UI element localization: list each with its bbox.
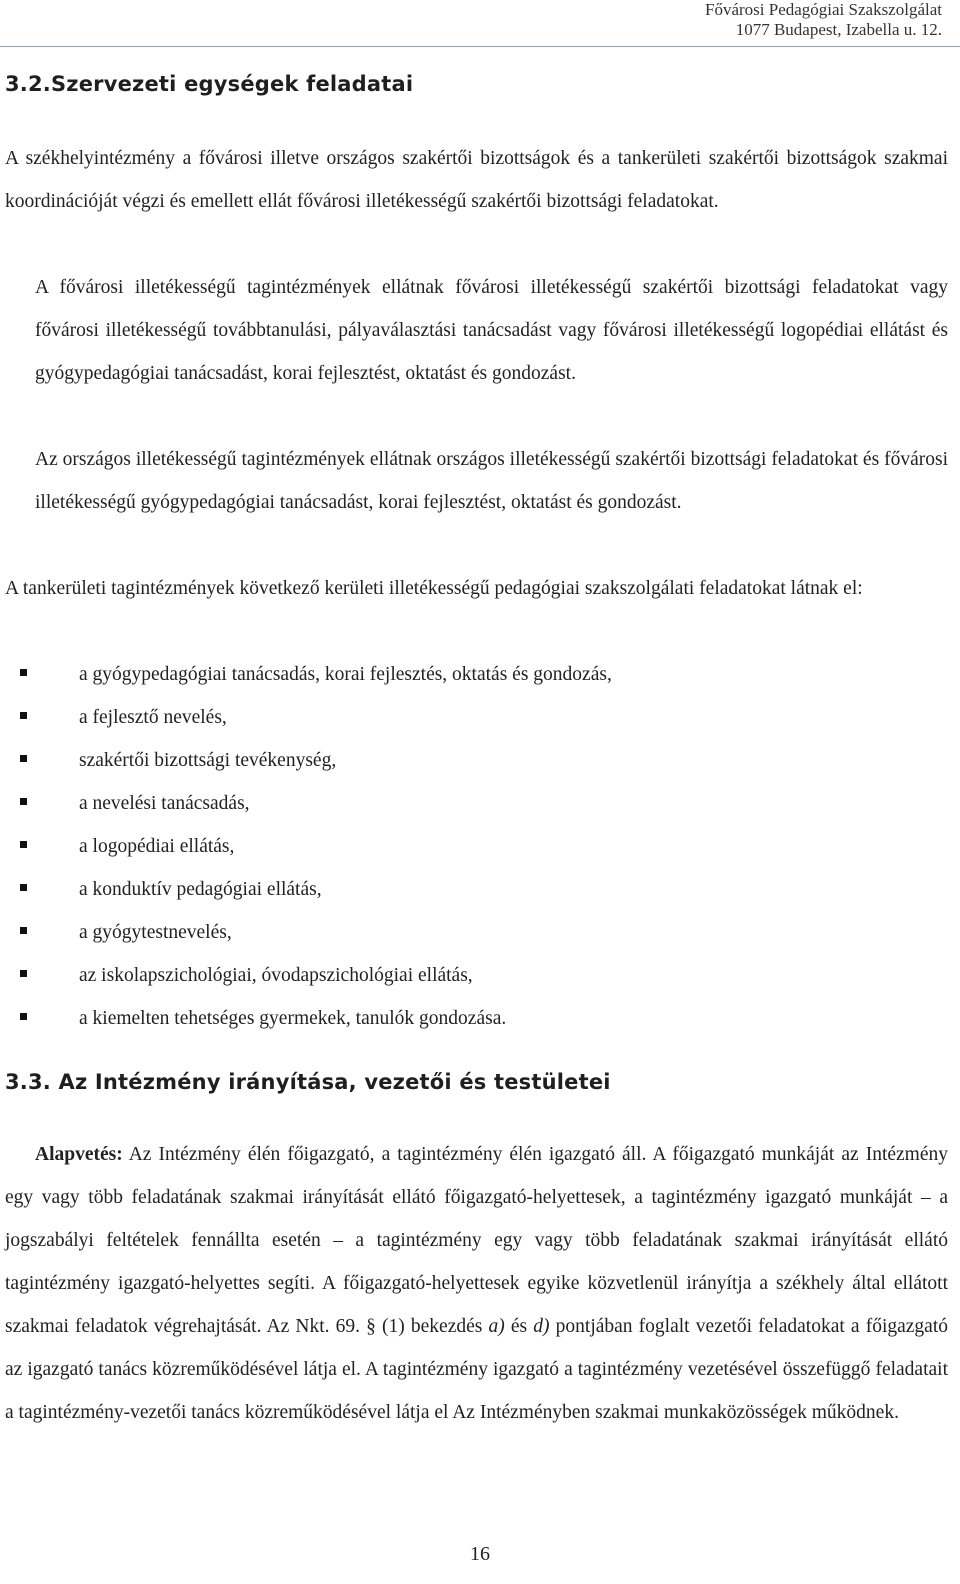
header-org: Fővárosi Pedagógiai Szakszolgálat <box>704 0 942 19</box>
bullet-square-icon <box>20 798 27 805</box>
page-number: 16 <box>470 1543 490 1565</box>
paragraph-4: A tankerületi tagintézmények következő kerületi illetékességű pedagógiai szakszolgálati feladatokat látnak el: <box>5 578 863 599</box>
bullet-square-icon <box>20 1013 27 1020</box>
bullet-square-icon <box>20 712 27 719</box>
header-address: 1077 Budapest, Izabella u. 12. <box>735 20 942 39</box>
bullet-square-icon <box>20 669 27 676</box>
lead-label: Alapvetés: <box>35 1144 123 1165</box>
section-title-3-3: 3.3. Az Intézmény irányítása, vezetői és testületei <box>5 1070 611 1094</box>
bullet-square-icon <box>20 970 27 977</box>
paragraph-1: A székhelyintézmény a fővárosi illetve országos szakértői bizottságok és a tankerületi szakértői bizottságok szakmai koordinációját végzi és emellett ellát fővárosi illetékességű szakértői bizottsági feladatokat. <box>5 148 948 212</box>
paragraph-alapvetes <box>5 1133 948 1434</box>
lead-text: Az Intézmény élén főigazgató, a tagintézmény élén igazgató áll. A főigazgató munkáját az Intézmény egy vagy több feladatának szakmai irányítását ellátó főigazgató-helyettesek, a tagintézmény igazgató munkáját – a jogszabályi feltételek fennállta esetén – a tagintézmény egy vagy több feladatának szakmai irányítását ellátó tagintézmény igazgató-helyettes segíti. A főigazgató-helyettesek egyike közvetlenül irányítja a székhely által ellátott szakmai feladatok végrehajtását. Az Nkt. 69. § (1) bekezdés <box>5 1144 948 1337</box>
bullet-square-icon <box>20 927 27 934</box>
paragraph-2: A fővárosi illetékességű tagintézmények ellátnak fővárosi illetékességű szakértői bizottsági feladatokat vagy fővárosi illetékességű továbbtanulási, pályaválasztási tanácsadást vagy fővárosi illetékességű logopédiai ellátást és gyógypedagógiai tanácsadást, korai fejlesztést, oktatást és gondozást. <box>35 277 948 384</box>
ref-d: d) <box>533 1316 550 1337</box>
section-title-3-2: 3.2.Szervezeti egységek feladatai <box>5 72 414 96</box>
page-header <box>705 0 942 40</box>
tail-text: pontjában foglalt vezetői feladatokat a főigazgató az igazgató tanács közreműködésével látja el. A tagintézmény igazgató a tagintézmény vezetésével összefüggő feladatait a tagintézmény-vezetői tanács közreműködésével látja el Az Intézményben szakmai munkaközösségek működnek. <box>5 1316 948 1423</box>
paragraph-3: Az országos illetékességű tagintézmények ellátnak országos illetékességű szakértői bizottsági feladatokat és fővárosi illetékességű gyógypedagógiai tanácsadást, korai fejlesztést, oktatást és gondozást. <box>35 449 948 513</box>
bullet-square-icon <box>20 755 27 762</box>
bullet-square-icon <box>20 884 27 891</box>
bullet-square-icon <box>20 841 27 848</box>
header-divider <box>0 46 960 47</box>
ref-a: a) <box>488 1316 505 1337</box>
and-text: és <box>504 1316 534 1337</box>
